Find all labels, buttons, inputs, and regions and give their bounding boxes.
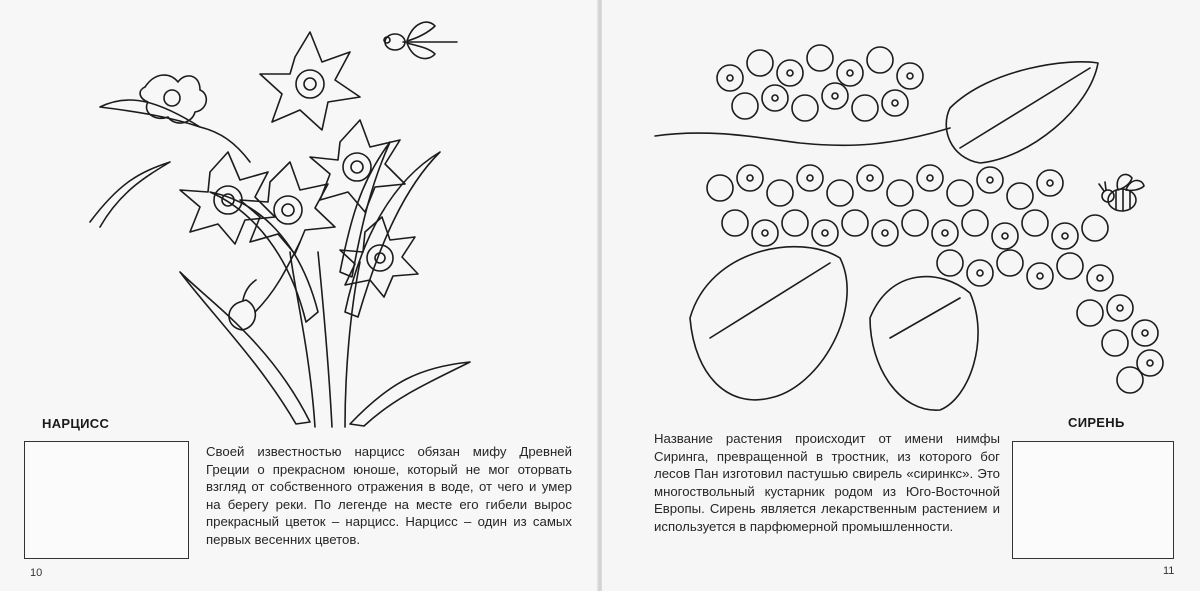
left-page <box>0 0 598 591</box>
page-title: СИРЕНЬ <box>1068 415 1125 430</box>
daffodil-icon <box>60 12 480 432</box>
page-number: 11 <box>1163 565 1175 577</box>
page-number: 10 <box>30 567 43 579</box>
page-text: Своей известностью нарцисс обязан мифу Древней Греции о прекрасном юноше, который не мог оторвать взгляд от собственного отражения в воде, от чего и умер на берегу реки. По легенде на месте его гибели вырос прекрасный цветок – нарцисс. Нарцисс – один из самых первых весенних цветов. <box>206 444 572 547</box>
coloring-sample-box <box>24 441 189 559</box>
coloring-sample-box <box>1012 441 1174 559</box>
bee-icon <box>1096 166 1154 224</box>
dragonfly-icon <box>373 14 461 64</box>
page-title: НАРЦИСС <box>42 416 110 431</box>
right-page <box>602 0 1200 591</box>
page-text: Название растения происходит от имени нимфы Сиринга, превращенной в тростник, из которого бог лесов Пан изготовил пастушью свирель «сиринкс». Это многоствольный кустарник родом из Юго-Восточной Европы. Сирень является лекарственным растением и используется в парфюмерной промышленности. <box>654 431 1000 534</box>
